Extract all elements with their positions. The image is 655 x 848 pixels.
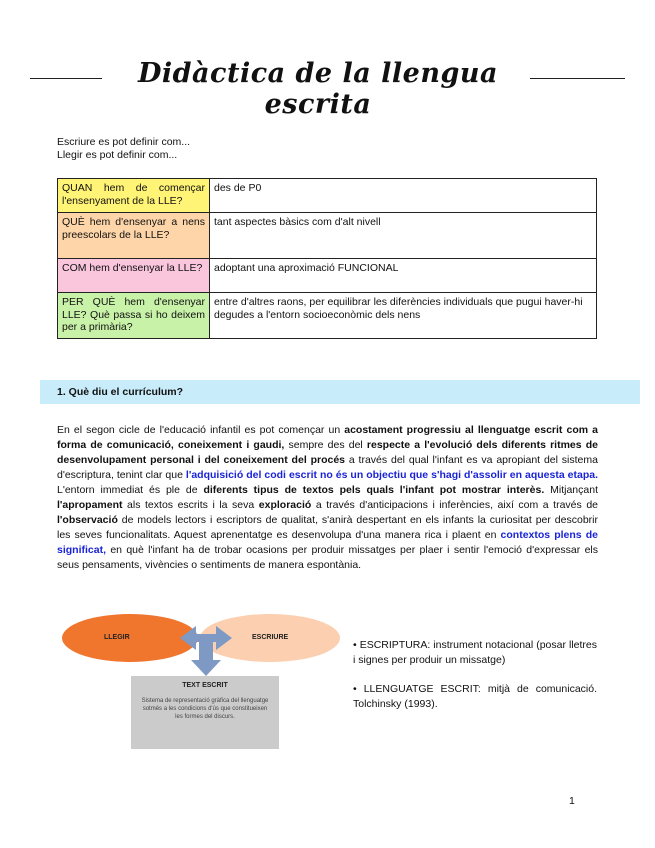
bold-run: acostament progressiu al llenguatge escrit com a forma de comunicació, coneixement i gaudi, xyxy=(57,424,598,451)
bold-run: exploració xyxy=(258,499,312,511)
table-question: PER QUÈ hem d'ensenyar LLE? Què passa si ho deixem per a primària? xyxy=(58,293,210,339)
curriculum-paragraph xyxy=(57,423,598,573)
table-question: QUÈ hem d'ensenyar a nens preescolars de la LLE? xyxy=(58,213,210,259)
text-run: En el segon cicle de l'educació infantil es pot començar un xyxy=(57,424,345,436)
questions-table xyxy=(57,178,597,339)
text-run: en què l'infant ha de trobar ocasions per produir missatges per plaer i sentir l'emoció d'expressar els seus pensaments, vivències o sentiments de manera espontània. xyxy=(57,544,598,571)
bold-run: respecte a l'evolució dels diferents ritmes de desenvolupament personal i del coneixement del procés xyxy=(57,439,598,466)
title-rule-right xyxy=(530,78,625,79)
written-text-box xyxy=(131,676,279,749)
written-text-title: TEXT ESCRIT xyxy=(182,682,228,689)
table-answer: entre d'altres raons, per equilibrar les diferències individuals que pugui haver-hi degudes a l'entorn socioeconòmic dels nens xyxy=(210,293,597,339)
text-run: a través d'anticipacions i inferències, així com a través de xyxy=(311,499,598,511)
list-item: • ESCRIPTURA: instrument notacional (posar lletres i signes per produir un missatge) xyxy=(353,639,597,666)
bold-run: diferents tipus de textos pels quals l'infant pot mostrar interès. xyxy=(203,484,545,496)
table-row xyxy=(58,293,597,339)
text-run: a través del qual l'infant es va apropiant del sistema d'escriptura, tenint clar que xyxy=(57,454,598,481)
page-title: Didàctica de la llengua escrita xyxy=(138,58,498,120)
section-header-bar xyxy=(40,380,640,404)
intro-line-reading: Llegir es pot definir com... xyxy=(57,149,178,161)
table-question: COM hem d'ensenyar la LLE? xyxy=(58,259,210,293)
definitions-list xyxy=(353,638,597,726)
title-rule-left xyxy=(30,78,102,79)
text-run: Mitjançant xyxy=(544,484,598,496)
text-run: de models lectors i escriptors de qualitat, s'anirà despertant en els infants la curiositat per descobrir les seves funcionalitats. Aquest aprenentatge es desenvolupa d'una manera rica i plaent en xyxy=(57,514,598,541)
highlight-run: contextos plens de significat, xyxy=(57,529,599,556)
intro-line-writing: Escriure es pot definir com... xyxy=(57,136,191,148)
writing-label: ESCRIURE xyxy=(252,634,289,641)
table-question: QUAN hem de començar l'ensenyament de la LLE? xyxy=(58,179,210,213)
reading-writing-diagram xyxy=(58,610,348,755)
table-answer: des de P0 xyxy=(210,179,597,213)
page-number: 1 xyxy=(569,795,575,807)
bold-run: l'observació xyxy=(57,514,118,526)
table-row xyxy=(58,179,597,213)
written-text-definition: Sistema de representació gràfica del llenguatge sotmès a les condicions d'ús que constitueixen les formes del discurs. xyxy=(141,698,269,720)
section-title: 1. Què diu el currículum? xyxy=(57,386,184,398)
intro-block xyxy=(57,136,190,162)
reading-label: LLEGIR xyxy=(104,634,130,641)
table-row xyxy=(58,259,597,293)
table-row xyxy=(58,213,597,259)
table-answer: adoptant una aproximació FUNCIONAL xyxy=(210,259,597,293)
reading-ellipse xyxy=(62,614,198,662)
highlight-run: l'adquisició del codi escrit no és un objectiu que s'hagi d'assolir en aquesta etapa. xyxy=(185,469,599,481)
text-run: als textos escrits i la seva xyxy=(122,499,259,511)
bold-run: l'apropament xyxy=(57,499,123,511)
title-row xyxy=(0,58,655,120)
text-run: sempre des del xyxy=(284,439,367,451)
table-answer: tant aspectes bàsics com d'alt nivell xyxy=(210,213,597,259)
text-run: L'entorn immediat és ple de xyxy=(57,484,204,496)
list-item: • LLENGUATGE ESCRIT: mitjà de comunicació. Tolchinsky (1993). xyxy=(353,683,597,710)
